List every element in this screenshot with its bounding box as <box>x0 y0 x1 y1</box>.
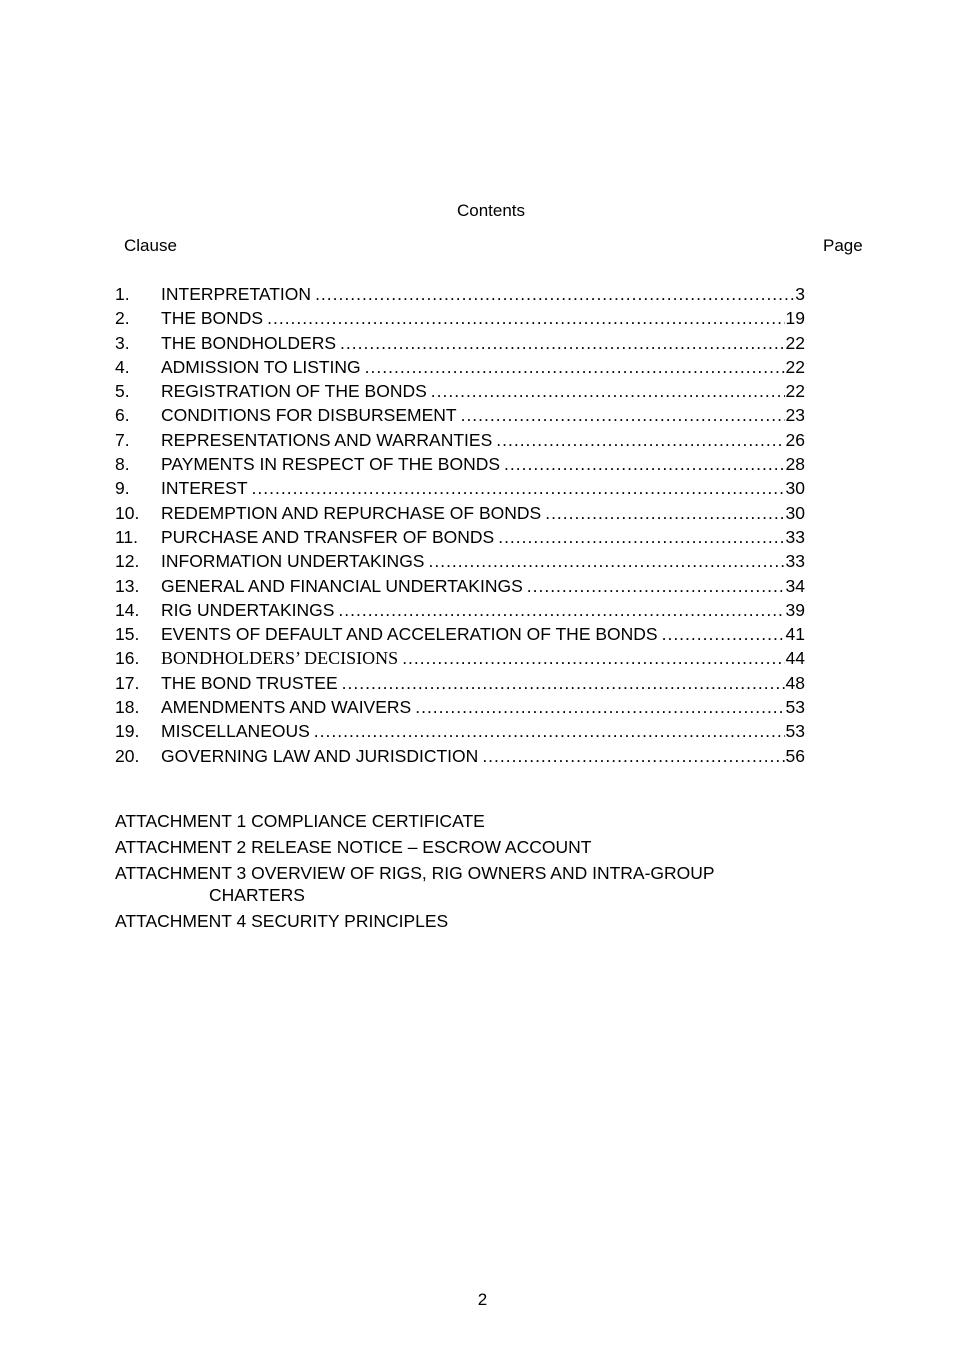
toc-entry-number: 5. <box>115 381 130 402</box>
toc-dot-leader <box>252 476 785 500</box>
toc-entry-page: 56 <box>785 745 805 766</box>
toc-entry-title: AMENDMENTS AND WAIVERS <box>161 697 412 718</box>
toc-entry-20[interactable] <box>115 744 805 768</box>
toc-dot-leader <box>496 428 784 452</box>
toc-entry-number: 7. <box>115 429 130 450</box>
toc-entry-title: CONDITIONS FOR DISBURSEMENT <box>161 405 457 426</box>
toc-entry-title: GOVERNING LAW AND JURISDICTION <box>161 745 479 766</box>
toc-entry-page: 23 <box>785 405 805 426</box>
toc-entry-number: 19. <box>115 721 140 742</box>
toc-dot-leader <box>662 622 785 646</box>
toc-entry-11[interactable] <box>115 525 805 549</box>
toc-entry-number: 11. <box>115 526 139 547</box>
toc-entry-page: 28 <box>785 454 805 475</box>
toc-dot-leader <box>482 744 784 768</box>
toc-entry-page: 22 <box>785 381 805 402</box>
toc-entry-19[interactable] <box>115 719 805 743</box>
toc-dot-leader <box>340 331 785 355</box>
toc-entry-page: 33 <box>785 526 805 547</box>
toc-entry-10[interactable] <box>115 501 805 525</box>
toc-entry-title: THE BOND TRUSTEE <box>161 672 338 693</box>
toc-entry-page: 33 <box>785 551 805 572</box>
toc-entry-number: 2. <box>115 308 130 329</box>
toc-entry-9[interactable] <box>115 476 805 500</box>
toc-entry-title: REPRESENTATIONS AND WARRANTIES <box>161 429 493 450</box>
toc-entry-number: 17. <box>115 672 140 693</box>
toc-entry-3[interactable] <box>115 331 805 355</box>
toc-entry-title: ADMISSION TO LISTING <box>161 356 361 377</box>
toc-entry-1[interactable] <box>115 282 805 306</box>
toc-entry-18[interactable] <box>115 695 805 719</box>
table-of-contents <box>115 282 805 768</box>
toc-entry-page: 30 <box>785 502 805 523</box>
toc-dot-leader <box>402 646 784 670</box>
toc-dot-leader <box>415 695 784 719</box>
toc-dot-leader <box>545 501 784 525</box>
toc-entry-5[interactable] <box>115 379 805 403</box>
toc-entry-page: 26 <box>785 429 805 450</box>
toc-entry-title: GENERAL AND FINANCIAL UNDERTAKINGS <box>161 575 523 596</box>
toc-entry-7[interactable] <box>115 428 805 452</box>
toc-entry-13[interactable] <box>115 574 805 598</box>
toc-entry-number: 18. <box>115 697 140 718</box>
page-column-header: Page <box>823 236 863 255</box>
toc-entry-title: RIG UNDERTAKINGS <box>161 599 335 620</box>
toc-entry-number: 8. <box>115 454 130 475</box>
toc-entry-number: 4. <box>115 356 130 377</box>
toc-entry-2[interactable] <box>115 306 805 330</box>
toc-entry-page: 22 <box>785 356 805 377</box>
toc-entry-4[interactable] <box>115 355 805 379</box>
toc-entry-page: 22 <box>785 332 805 353</box>
toc-entry-14[interactable] <box>115 598 805 622</box>
toc-entry-number: 9. <box>115 478 130 499</box>
toc-entry-number: 12. <box>115 551 140 572</box>
toc-entry-page: 34 <box>785 575 805 596</box>
toc-entry-page: 19 <box>785 308 805 329</box>
toc-entry-page: 44 <box>785 648 805 669</box>
toc-entry-page: 53 <box>785 697 805 718</box>
toc-entry-title: INFORMATION UNDERTAKINGS <box>161 551 425 572</box>
toc-entry-title: PAYMENTS IN RESPECT OF THE BONDS <box>161 454 501 475</box>
page-number: 2 <box>477 1290 488 1309</box>
toc-entry-number: 3. <box>115 332 130 353</box>
toc-dot-leader <box>342 671 785 695</box>
toc-entry-17[interactable] <box>115 671 805 695</box>
toc-entry-page: 3 <box>795 284 805 304</box>
toc-entry-title: EVENTS OF DEFAULT AND ACCELERATION OF THE BONDS <box>161 624 658 645</box>
toc-dot-leader <box>431 379 785 403</box>
attachment-1[interactable]: ATTACHMENT 1 COMPLIANCE CERTIFICATE <box>115 811 485 831</box>
toc-entry-title: INTERPRETATION <box>161 284 312 304</box>
toc-entry-page: 48 <box>785 672 805 693</box>
toc-entry-page: 53 <box>785 721 805 742</box>
toc-entry-title: THE BONDS <box>161 308 264 329</box>
toc-entry-number: 16. <box>115 648 140 669</box>
toc-entry-title: THE BONDHOLDERS <box>161 332 337 353</box>
toc-entry-title: REDEMPTION AND REPURCHASE OF BONDS <box>161 502 542 523</box>
toc-entry-page: 39 <box>785 599 805 620</box>
toc-entry-number: 1. <box>115 284 130 304</box>
attachment-2[interactable]: ATTACHMENT 2 RELEASE NOTICE – ESCROW ACCOUNT <box>115 837 592 857</box>
toc-dot-leader <box>428 549 784 573</box>
toc-entry-number: 6. <box>115 405 130 426</box>
toc-dot-leader <box>267 306 784 330</box>
toc-entry-page: 30 <box>785 478 805 499</box>
toc-dot-leader <box>315 282 794 306</box>
clause-column-header: Clause <box>124 236 177 255</box>
toc-dot-leader <box>365 355 785 379</box>
toc-dot-leader <box>527 574 785 598</box>
toc-entry-title: INTEREST <box>161 478 248 499</box>
toc-entry-number: 15. <box>115 624 140 645</box>
toc-entry-page: 41 <box>785 624 805 645</box>
contents-title: Contents <box>456 201 526 220</box>
toc-entry-8[interactable] <box>115 452 805 476</box>
toc-entry-number: 14. <box>115 599 140 620</box>
toc-dot-leader <box>504 452 784 476</box>
attachments-list <box>115 810 815 936</box>
toc-dot-leader <box>461 403 785 427</box>
toc-entry-number: 13. <box>115 575 140 596</box>
toc-entry-number: 20. <box>115 745 140 766</box>
toc-entry-number: 10. <box>115 502 140 523</box>
attachment-3[interactable]: ATTACHMENT 3 OVERVIEW OF RIGS, RIG OWNERS AND INTRA-GROUP CHARTERS <box>115 863 715 905</box>
toc-entry-12[interactable] <box>115 549 805 573</box>
toc-dot-leader <box>498 525 784 549</box>
toc-dot-leader <box>314 719 785 743</box>
toc-entry-title: PURCHASE AND TRANSFER OF BONDS <box>161 526 495 547</box>
attachment-4[interactable]: ATTACHMENT 4 SECURITY PRINCIPLES <box>115 911 449 931</box>
toc-entry-title: BONDHOLDERS’ DECISIONS <box>161 648 399 669</box>
toc-entry-title: MISCELLANEOUS <box>161 721 310 742</box>
toc-dot-leader <box>338 598 784 622</box>
toc-entry-title: REGISTRATION OF THE BONDS <box>161 381 427 402</box>
toc-entry-16[interactable] <box>115 646 805 670</box>
toc-entry-15[interactable] <box>115 622 805 646</box>
toc-entry-6[interactable] <box>115 403 805 427</box>
